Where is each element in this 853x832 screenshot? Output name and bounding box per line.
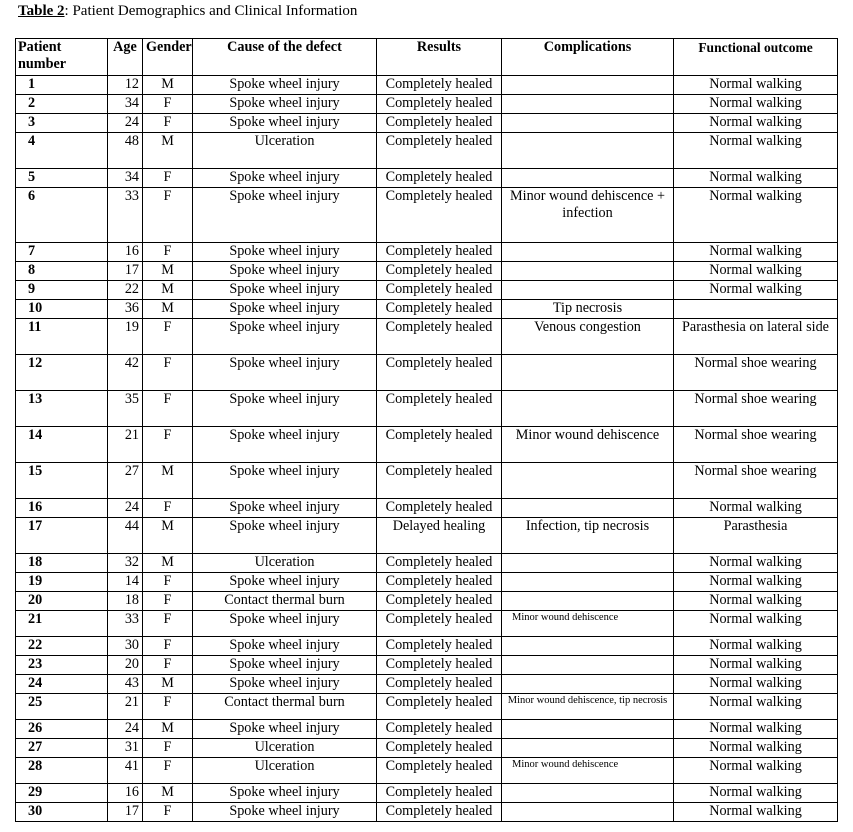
- cell-age: 41: [108, 758, 143, 784]
- cell-patient-number: 1: [16, 76, 108, 95]
- header-row: [16, 39, 838, 76]
- table-row: [16, 262, 838, 281]
- table-row: [16, 803, 838, 822]
- cell-gender: F: [143, 573, 193, 592]
- cell-gender: F: [143, 355, 193, 391]
- header-complications: Complications: [502, 39, 674, 76]
- cell-gender: F: [143, 592, 193, 611]
- cell-results: Completely healed: [377, 803, 502, 822]
- cell-complications: [502, 499, 674, 518]
- cell-age: 43: [108, 675, 143, 694]
- cell-patient-number: 21: [16, 611, 108, 637]
- cell-results: Completely healed: [377, 592, 502, 611]
- cell-gender: M: [143, 784, 193, 803]
- table-row: [16, 300, 838, 319]
- cell-patient-number: 4: [16, 133, 108, 169]
- table-caption-label: Table 2: [18, 3, 65, 19]
- cell-results: Completely healed: [377, 169, 502, 188]
- cell-functional-outcome: Normal walking: [674, 592, 838, 611]
- cell-age: 14: [108, 573, 143, 592]
- cell-cause: Ulceration: [193, 554, 377, 573]
- cell-patient-number: 18: [16, 554, 108, 573]
- cell-functional-outcome: Normal walking: [674, 554, 838, 573]
- cell-cause: Spoke wheel injury: [193, 463, 377, 499]
- cell-complications: [502, 76, 674, 95]
- cell-complications: [502, 169, 674, 188]
- cell-age: 21: [108, 427, 143, 463]
- cell-age: 36: [108, 300, 143, 319]
- cell-complications: [502, 656, 674, 675]
- cell-age: 33: [108, 611, 143, 637]
- cell-results: Completely healed: [377, 739, 502, 758]
- cell-cause: Spoke wheel injury: [193, 169, 377, 188]
- cell-functional-outcome: Normal walking: [674, 720, 838, 739]
- cell-gender: M: [143, 133, 193, 169]
- cell-functional-outcome: Normal walking: [674, 803, 838, 822]
- cell-cause: Spoke wheel injury: [193, 720, 377, 739]
- cell-patient-number: 7: [16, 243, 108, 262]
- cell-gender: M: [143, 518, 193, 554]
- cell-complications: Minor wound dehiscence: [502, 758, 674, 784]
- cell-complications: [502, 637, 674, 656]
- cell-cause: Spoke wheel injury: [193, 784, 377, 803]
- cell-gender: F: [143, 114, 193, 133]
- cell-patient-number: 10: [16, 300, 108, 319]
- cell-functional-outcome: Normal walking: [674, 656, 838, 675]
- cell-results: Completely healed: [377, 319, 502, 355]
- table-row: [16, 573, 838, 592]
- table-row: [16, 355, 838, 391]
- cell-complications: [502, 803, 674, 822]
- cell-gender: F: [143, 243, 193, 262]
- cell-patient-number: 24: [16, 675, 108, 694]
- cell-results: Completely healed: [377, 95, 502, 114]
- cell-results: Completely healed: [377, 611, 502, 637]
- cell-complications: [502, 675, 674, 694]
- cell-age: 12: [108, 76, 143, 95]
- cell-functional-outcome: Normal walking: [674, 675, 838, 694]
- cell-cause: Spoke wheel injury: [193, 114, 377, 133]
- cell-cause: Ulceration: [193, 133, 377, 169]
- cell-complications: [502, 243, 674, 262]
- cell-functional-outcome: Parasthesia on lateral side: [674, 319, 838, 355]
- cell-cause: Spoke wheel injury: [193, 300, 377, 319]
- table-row: [16, 76, 838, 95]
- cell-age: 44: [108, 518, 143, 554]
- table-row: [16, 463, 838, 499]
- cell-gender: M: [143, 300, 193, 319]
- cell-functional-outcome: Normal walking: [674, 188, 838, 243]
- cell-gender: F: [143, 758, 193, 784]
- table-row: [16, 133, 838, 169]
- cell-cause: Ulceration: [193, 758, 377, 784]
- cell-gender: M: [143, 554, 193, 573]
- table-row: [16, 169, 838, 188]
- header-cause: Cause of the defect: [193, 39, 377, 76]
- cell-results: Completely healed: [377, 133, 502, 169]
- cell-results: Completely healed: [377, 243, 502, 262]
- cell-functional-outcome: Normal walking: [674, 784, 838, 803]
- cell-age: 27: [108, 463, 143, 499]
- cell-patient-number: 23: [16, 656, 108, 675]
- cell-age: 48: [108, 133, 143, 169]
- cell-age: 17: [108, 262, 143, 281]
- cell-complications: [502, 463, 674, 499]
- cell-gender: F: [143, 694, 193, 720]
- cell-cause: Spoke wheel injury: [193, 281, 377, 300]
- table-row: [16, 281, 838, 300]
- cell-patient-number: 3: [16, 114, 108, 133]
- cell-age: 31: [108, 739, 143, 758]
- cell-cause: Spoke wheel injury: [193, 76, 377, 95]
- cell-patient-number: 16: [16, 499, 108, 518]
- cell-cause: Contact thermal burn: [193, 694, 377, 720]
- cell-results: Completely healed: [377, 554, 502, 573]
- table-row: [16, 554, 838, 573]
- cell-age: 42: [108, 355, 143, 391]
- cell-gender: F: [143, 656, 193, 675]
- cell-results: Completely healed: [377, 573, 502, 592]
- cell-complications: [502, 95, 674, 114]
- cell-patient-number: 17: [16, 518, 108, 554]
- cell-gender: F: [143, 611, 193, 637]
- cell-complications: [502, 720, 674, 739]
- cell-patient-number: 27: [16, 739, 108, 758]
- header-age: Age: [108, 39, 143, 76]
- cell-gender: F: [143, 427, 193, 463]
- table-row: [16, 243, 838, 262]
- table-row: [16, 694, 838, 720]
- cell-functional-outcome: Normal walking: [674, 499, 838, 518]
- cell-patient-number: 13: [16, 391, 108, 427]
- cell-results: Completely healed: [377, 114, 502, 133]
- cell-results: Completely healed: [377, 758, 502, 784]
- cell-results: Completely healed: [377, 720, 502, 739]
- cell-age: 30: [108, 637, 143, 656]
- cell-age: 16: [108, 784, 143, 803]
- cell-functional-outcome: Normal walking: [674, 637, 838, 656]
- table-row: [16, 720, 838, 739]
- table-row: [16, 675, 838, 694]
- cell-gender: M: [143, 76, 193, 95]
- table-row: [16, 637, 838, 656]
- cell-functional-outcome: Normal walking: [674, 95, 838, 114]
- cell-patient-number: 15: [16, 463, 108, 499]
- cell-cause: Spoke wheel injury: [193, 188, 377, 243]
- cell-age: 32: [108, 554, 143, 573]
- cell-gender: M: [143, 675, 193, 694]
- cell-cause: Spoke wheel injury: [193, 243, 377, 262]
- table-row: [16, 95, 838, 114]
- cell-complications: [502, 554, 674, 573]
- table-row: [16, 592, 838, 611]
- cell-patient-number: 14: [16, 427, 108, 463]
- cell-gender: M: [143, 281, 193, 300]
- cell-cause: Spoke wheel injury: [193, 675, 377, 694]
- cell-patient-number: 30: [16, 803, 108, 822]
- cell-patient-number: 26: [16, 720, 108, 739]
- cell-functional-outcome: Normal shoe wearing: [674, 427, 838, 463]
- cell-patient-number: 19: [16, 573, 108, 592]
- cell-functional-outcome: Normal walking: [674, 611, 838, 637]
- cell-patient-number: 12: [16, 355, 108, 391]
- cell-results: Completely healed: [377, 694, 502, 720]
- cell-complications: [502, 114, 674, 133]
- cell-results: Completely healed: [377, 675, 502, 694]
- cell-patient-number: 11: [16, 319, 108, 355]
- cell-age: 18: [108, 592, 143, 611]
- table-row: [16, 319, 838, 355]
- cell-complications: Venous congestion: [502, 319, 674, 355]
- cell-complications: Tip necrosis: [502, 300, 674, 319]
- cell-patient-number: 22: [16, 637, 108, 656]
- cell-cause: Spoke wheel injury: [193, 391, 377, 427]
- cell-cause: Spoke wheel injury: [193, 637, 377, 656]
- cell-complications: Infection, tip necrosis: [502, 518, 674, 554]
- cell-results: Completely healed: [377, 262, 502, 281]
- cell-results: Completely healed: [377, 76, 502, 95]
- cell-patient-number: 8: [16, 262, 108, 281]
- cell-results: Completely healed: [377, 300, 502, 319]
- table-row: [16, 739, 838, 758]
- cell-gender: M: [143, 463, 193, 499]
- cell-results: Completely healed: [377, 281, 502, 300]
- cell-functional-outcome: [674, 300, 838, 319]
- cell-age: 33: [108, 188, 143, 243]
- table-row: [16, 656, 838, 675]
- header-gender: Gender: [143, 39, 193, 76]
- cell-patient-number: 5: [16, 169, 108, 188]
- cell-functional-outcome: Normal shoe wearing: [674, 391, 838, 427]
- table-row: [16, 611, 838, 637]
- cell-results: Completely healed: [377, 391, 502, 427]
- cell-patient-number: 6: [16, 188, 108, 243]
- cell-cause: Spoke wheel injury: [193, 262, 377, 281]
- cell-functional-outcome: Normal shoe wearing: [674, 355, 838, 391]
- cell-complications: Minor wound dehiscence + infection: [502, 188, 674, 243]
- cell-complications: Minor wound dehiscence, tip necrosis: [502, 694, 674, 720]
- cell-cause: Spoke wheel injury: [193, 355, 377, 391]
- cell-cause: Spoke wheel injury: [193, 95, 377, 114]
- cell-age: 20: [108, 656, 143, 675]
- cell-functional-outcome: Normal walking: [674, 573, 838, 592]
- cell-results: Completely healed: [377, 499, 502, 518]
- cell-results: Completely healed: [377, 188, 502, 243]
- cell-cause: Spoke wheel injury: [193, 518, 377, 554]
- cell-cause: Spoke wheel injury: [193, 656, 377, 675]
- cell-age: 19: [108, 319, 143, 355]
- cell-patient-number: 2: [16, 95, 108, 114]
- cell-functional-outcome: Normal walking: [674, 76, 838, 95]
- table-row: [16, 499, 838, 518]
- cell-results: Completely healed: [377, 355, 502, 391]
- cell-gender: F: [143, 95, 193, 114]
- cell-complications: [502, 739, 674, 758]
- table-row: [16, 114, 838, 133]
- cell-results: Delayed healing: [377, 518, 502, 554]
- cell-patient-number: 25: [16, 694, 108, 720]
- cell-functional-outcome: Normal walking: [674, 739, 838, 758]
- cell-complications: [502, 391, 674, 427]
- cell-functional-outcome: Normal walking: [674, 281, 838, 300]
- cell-cause: Spoke wheel injury: [193, 803, 377, 822]
- cell-gender: F: [143, 319, 193, 355]
- cell-cause: Spoke wheel injury: [193, 319, 377, 355]
- cell-complications: [502, 262, 674, 281]
- table-row: [16, 518, 838, 554]
- cell-cause: Spoke wheel injury: [193, 573, 377, 592]
- table-caption-text: : Patient Demographics and Clinical Information: [64, 3, 358, 19]
- cell-results: Completely healed: [377, 656, 502, 675]
- cell-cause: Spoke wheel injury: [193, 611, 377, 637]
- header-results: Results: [377, 39, 502, 76]
- cell-cause: Spoke wheel injury: [193, 499, 377, 518]
- cell-functional-outcome: Normal walking: [674, 114, 838, 133]
- table-row: [16, 758, 838, 784]
- header-functional-outcome: Functional outcome: [674, 39, 838, 76]
- table-caption: [18, 1, 357, 21]
- table-row: [16, 188, 838, 243]
- cell-functional-outcome: Normal walking: [674, 262, 838, 281]
- cell-age: 22: [108, 281, 143, 300]
- table-body: [16, 76, 838, 822]
- cell-gender: F: [143, 169, 193, 188]
- cell-complications: [502, 592, 674, 611]
- cell-gender: M: [143, 720, 193, 739]
- cell-gender: F: [143, 803, 193, 822]
- cell-complications: [502, 355, 674, 391]
- cell-complications: [502, 573, 674, 592]
- cell-functional-outcome: Normal walking: [674, 169, 838, 188]
- cell-age: 17: [108, 803, 143, 822]
- cell-age: 34: [108, 95, 143, 114]
- cell-functional-outcome: Normal walking: [674, 133, 838, 169]
- cell-functional-outcome: Normal walking: [674, 243, 838, 262]
- cell-gender: F: [143, 637, 193, 656]
- cell-gender: F: [143, 188, 193, 243]
- table-row: [16, 784, 838, 803]
- cell-results: Completely healed: [377, 427, 502, 463]
- patient-demographics-table: [15, 38, 838, 822]
- cell-functional-outcome: Normal walking: [674, 758, 838, 784]
- cell-complications: [502, 784, 674, 803]
- cell-complications: Minor wound dehiscence: [502, 427, 674, 463]
- cell-gender: F: [143, 391, 193, 427]
- cell-complications: [502, 281, 674, 300]
- cell-functional-outcome: Parasthesia: [674, 518, 838, 554]
- cell-gender: M: [143, 262, 193, 281]
- cell-patient-number: 9: [16, 281, 108, 300]
- table-row: [16, 391, 838, 427]
- cell-patient-number: 20: [16, 592, 108, 611]
- cell-complications: [502, 133, 674, 169]
- cell-age: 35: [108, 391, 143, 427]
- cell-complications: Minor wound dehiscence: [502, 611, 674, 637]
- header-patient-number: Patient number: [16, 39, 108, 76]
- cell-patient-number: 29: [16, 784, 108, 803]
- cell-results: Completely healed: [377, 784, 502, 803]
- table-row: [16, 427, 838, 463]
- cell-gender: F: [143, 499, 193, 518]
- cell-functional-outcome: Normal walking: [674, 694, 838, 720]
- cell-patient-number: 28: [16, 758, 108, 784]
- cell-functional-outcome: Normal shoe wearing: [674, 463, 838, 499]
- cell-age: 34: [108, 169, 143, 188]
- cell-gender: F: [143, 739, 193, 758]
- cell-cause: Ulceration: [193, 739, 377, 758]
- cell-results: Completely healed: [377, 463, 502, 499]
- cell-cause: Contact thermal burn: [193, 592, 377, 611]
- cell-age: 24: [108, 114, 143, 133]
- cell-age: 24: [108, 720, 143, 739]
- cell-cause: Spoke wheel injury: [193, 427, 377, 463]
- cell-age: 24: [108, 499, 143, 518]
- cell-age: 21: [108, 694, 143, 720]
- cell-age: 16: [108, 243, 143, 262]
- cell-results: Completely healed: [377, 637, 502, 656]
